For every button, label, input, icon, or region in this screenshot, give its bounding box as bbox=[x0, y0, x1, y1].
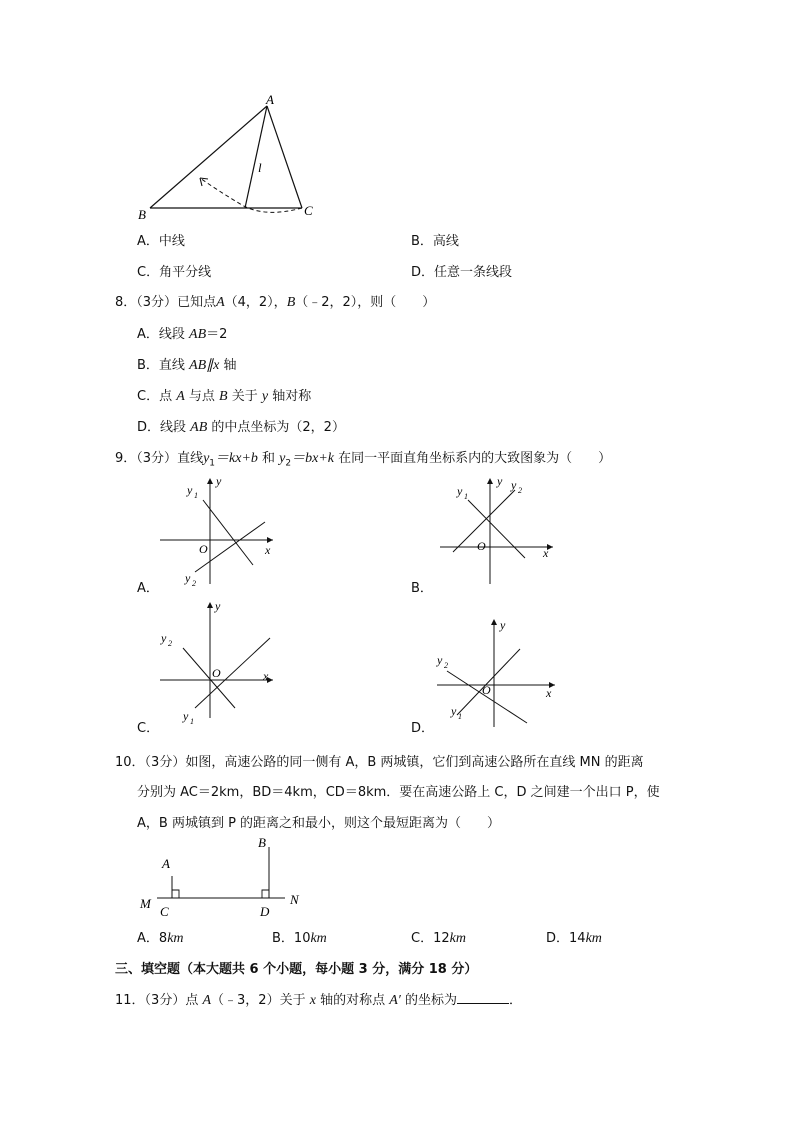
svg-text:1: 1 bbox=[194, 491, 198, 500]
q10-option-b: B．10km bbox=[272, 931, 327, 946]
q9-graph-a bbox=[155, 472, 280, 590]
q8-option-d: D．线段 AB 的中点坐标为（2，2） bbox=[137, 420, 345, 435]
q7-option-c: C．角平分线 bbox=[137, 265, 212, 280]
q7-label-b: B bbox=[138, 207, 146, 222]
svg-text:A: A bbox=[162, 856, 170, 871]
svg-text:x: x bbox=[546, 686, 552, 700]
svg-text:1: 1 bbox=[464, 492, 468, 501]
q7-triangle-figure bbox=[130, 92, 330, 227]
section-title: 三、填空题（本大题共 6 个小题，每小题 3 分，满分 18 分） bbox=[115, 962, 478, 977]
svg-text:2: 2 bbox=[518, 486, 522, 495]
svg-text:C: C bbox=[160, 904, 169, 919]
q8-option-a: A．线段 AB＝2 bbox=[137, 327, 228, 342]
q7-option-a: A．中线 bbox=[137, 234, 185, 249]
svg-text:y: y bbox=[451, 704, 457, 718]
svg-text:O: O bbox=[482, 683, 491, 697]
svg-text:O: O bbox=[199, 542, 208, 556]
q7-label-c: C bbox=[304, 203, 313, 218]
svg-text:N: N bbox=[290, 892, 299, 907]
q9-option-c: C． bbox=[137, 721, 160, 736]
q8-option-b: B．直线 AB∥x 轴 bbox=[137, 358, 237, 373]
svg-text:M: M bbox=[140, 896, 151, 911]
q10-option-a: A．8km bbox=[137, 931, 184, 946]
q8-option-c: C．点 A 与点 B 关于 y 轴对称 bbox=[137, 389, 312, 404]
svg-text:2: 2 bbox=[192, 579, 196, 588]
q7-label-l: l bbox=[258, 160, 262, 175]
svg-text:O: O bbox=[212, 666, 221, 680]
svg-text:y: y bbox=[187, 483, 193, 497]
svg-text:x: x bbox=[265, 543, 271, 557]
svg-text:y: y bbox=[183, 709, 189, 723]
q8-stem: 8．（3分）已知点A（4，2），B（﹣2，2），则（ ） bbox=[115, 295, 436, 310]
svg-text:y: y bbox=[437, 653, 443, 667]
svg-text:y: y bbox=[500, 618, 506, 632]
q9-graph-c bbox=[155, 598, 280, 726]
svg-text:y: y bbox=[497, 474, 503, 488]
svg-text:1: 1 bbox=[458, 712, 462, 721]
q9-option-d: D． bbox=[411, 721, 435, 736]
svg-text:y: y bbox=[161, 631, 167, 645]
q10-stem-line2: 分别为 AC＝2km，BD＝4km，CD＝8km．要在高速公路上 C，D 之间建一个出口 P，使 bbox=[137, 785, 660, 800]
q10-option-d: D．14km bbox=[546, 931, 602, 946]
svg-text:y: y bbox=[215, 599, 221, 613]
q7-option-d: D．任意一条线段 bbox=[411, 265, 513, 280]
svg-text:y: y bbox=[457, 484, 463, 498]
svg-text:x: x bbox=[263, 669, 269, 683]
q9-option-a: A． bbox=[137, 581, 159, 596]
q10-option-c: C．12km bbox=[411, 931, 466, 946]
svg-text:O: O bbox=[477, 539, 486, 553]
q9-graph-d bbox=[432, 615, 562, 730]
svg-text:y: y bbox=[216, 474, 222, 488]
svg-text:2: 2 bbox=[444, 661, 448, 670]
q7-label-a: A bbox=[266, 92, 274, 107]
svg-text:B: B bbox=[258, 835, 266, 850]
svg-text:2: 2 bbox=[168, 639, 172, 648]
q10-figure bbox=[135, 832, 310, 920]
svg-text:1: 1 bbox=[190, 717, 194, 726]
svg-text:x: x bbox=[543, 546, 549, 560]
answer-blank[interactable] bbox=[457, 991, 509, 1004]
svg-text:y: y bbox=[511, 478, 517, 492]
svg-text:D: D bbox=[260, 904, 270, 919]
q9-option-b: B． bbox=[411, 581, 433, 596]
q9-graph-b bbox=[435, 472, 560, 590]
q11-stem: 11．（3分）点 A（﹣3，2）关于 x 轴的对称点 A′ 的坐标为 ． bbox=[115, 993, 522, 1008]
q7-option-b: B．高线 bbox=[411, 234, 459, 249]
q9-stem: 9．（3分）直线$y_1=kx+b$ 和 $y_2=bx+k$ 在同一平面直角坐标系内的大致图象为（ ） bbox=[115, 451, 612, 469]
svg-text:y: y bbox=[185, 571, 191, 585]
q10-stem-line1: 10．（3分）如图，高速公路的同一侧有 A，B 两城镇，它们到高速公路所在直线 MN 的距离 bbox=[115, 755, 644, 770]
q10-stem-line3: A，B 两城镇到 P 的距离之和最小，则这个最短距离为（ ） bbox=[137, 816, 501, 831]
